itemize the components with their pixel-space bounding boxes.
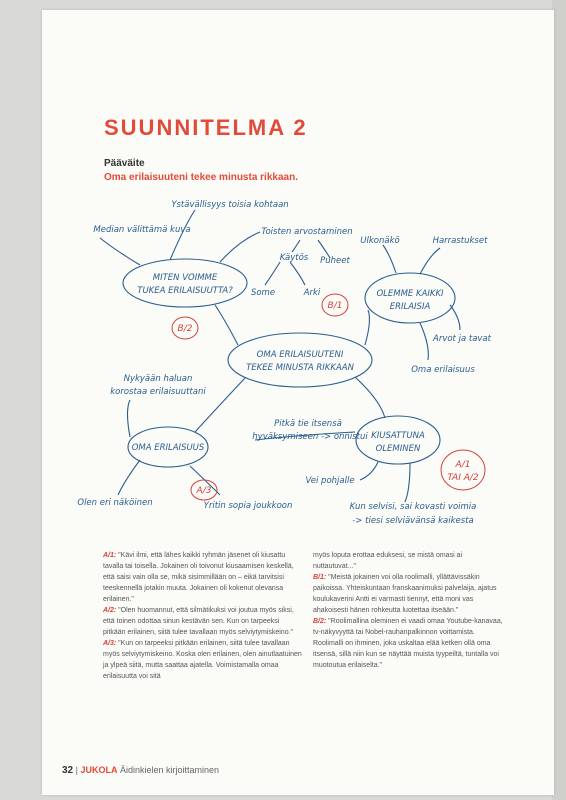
footer-brand: JUKOLA <box>80 765 118 775</box>
text-a2: "Olen huomannut, että silmätikuksi voi joutua myös siksi, että toinen odottaa sinun kestävän sen. Kun on tarpeeksi pitkään erilainen, siitä tulee tavallaan myös selviytymiskeino." <box>103 607 294 636</box>
page-footer <box>62 765 219 776</box>
text-continued: myös loputa erottaa eduksesi, se mistä omasi ai nuttautuvat..." <box>313 552 463 570</box>
label-arvot: Arvot ja tavat <box>433 334 491 344</box>
right-bottom-bubble-line1: KIUSATTUNA <box>371 431 425 441</box>
left-top-bubble <box>123 259 247 307</box>
mark-a1-circle <box>441 450 485 490</box>
text-column-left <box>103 550 303 682</box>
right-top-bubble-line2: ERILAISIA <box>389 302 431 312</box>
label-toisten: Toisten arvostaminen <box>261 227 353 237</box>
label-pitka-line2: hyväksymiseen -> onnistui <box>252 432 368 442</box>
footer-divider: | <box>75 765 81 775</box>
tag-b1: B/1: <box>313 574 327 581</box>
text-b2: "Roolimallina oleminen ei vaadi omaa Youtube-kanavaa, tv-näkyvyyttä tai Nobel-rauhanpalkinnon voittamista. Roolimalli on ihminen, joka uskaltaa elää ketken ollä oma itsensä, sillä niin kun se näyttää muista tyypeiltä, tuntalla voi muotoutua erilaiselta." <box>313 618 503 669</box>
right-top-bubble-line1: OLEMME KAIKKI <box>376 289 444 299</box>
text-a1: "Kävi ilmi, että lähes kaikki ryhmän jäsenet oli kiusattu tavalla tai toisella. Jokainen oli toivonut kiusaamisen keskellä, että saisi vain olla se, mikä sisimmillään on – eikä tarvitsisi teeskennellä jotakin muuta. Jokainen oli kokenut olevansa erilainen." <box>103 552 294 603</box>
text-b1: "Meistä jokainen voi olla roolimalli, yllättävissäkin paikoissa. Yhteiskuntaan franskaanimuksi palvelaija, ajatus koulukaverini Antti ei varmasti tiennyt, että moni vas ahakoisesti hänen rohkeutta luotettaa itseään." <box>313 574 497 614</box>
label-kaytos: Käytös <box>279 253 309 263</box>
label-kun-line2: -> tiesi selviävänsä kaikesta <box>352 516 474 526</box>
main-claim-text: Oma erilaisuuteni tekee minusta rikkaan. <box>104 172 298 183</box>
main-claim-heading: Pääväite <box>104 158 145 169</box>
label-median: Median välittämä kuva <box>93 225 191 235</box>
paragraph-b1 <box>313 572 503 616</box>
mark-a1-line1: A/1 <box>455 460 471 470</box>
label-puheet: Puheet <box>320 256 350 266</box>
text-column-right <box>313 550 503 671</box>
tag-a3: A/3: <box>103 640 117 647</box>
mark-b2: B/2 <box>177 324 193 334</box>
label-nykyaan-line1: Nykyään haluan <box>123 374 193 384</box>
paragraph-a2 <box>103 605 303 638</box>
label-arki: Arki <box>303 288 321 298</box>
paragraph-a3 <box>103 638 303 682</box>
paragraph-a1 <box>103 550 303 605</box>
text-a3: "Kun on tarpeeksi pitkään erilainen, siitä tulee tavallaan myös selviytymiskeino. Koska olen erilainen, olen ainutlaatuinen ja ylpeä siitä, mutta saattaa ajatella. Voimistamalla omaa erilaisuutta voi sitä <box>103 640 302 680</box>
label-olen: Olen eri näköinen <box>77 498 153 508</box>
center-bubble-line2: TEKEE MINUSTA RIKKAAN <box>246 363 354 373</box>
label-yritin: Yritin sopia joukkoon <box>203 501 293 511</box>
right-bottom-bubble-line2: OLEMINEN <box>375 444 421 454</box>
label-harrastukset: Harrastukset <box>432 236 488 246</box>
center-bubble <box>228 333 372 387</box>
left-bottom-bubble-text: OMA ERILAISUUS <box>131 443 205 453</box>
tag-b2: B/2: <box>313 618 327 625</box>
label-ulkonako: Ulkonäkö <box>360 236 400 246</box>
label-kun-line1: Kun selvisi, sai kovasti voimia <box>349 502 477 512</box>
label-pitka-line1: Pitkä tie itsensä <box>274 419 342 429</box>
mark-a3: A/3 <box>196 486 212 496</box>
left-top-bubble-line2: TUKEA ERILAISUUTTA? <box>137 286 233 296</box>
label-vei: Vei pohjalle <box>305 476 355 486</box>
mark-a1-line2: TAI A/2 <box>447 473 479 483</box>
label-oma-erilaisuus: Oma erilaisuus <box>411 365 475 375</box>
page-title: SUUNNITELMA 2 <box>104 115 308 140</box>
paragraph-b2 <box>313 616 503 671</box>
label-ystavallisyys: Ystävällisyys toisia kohtaan <box>171 200 289 210</box>
paragraph-continued <box>313 550 503 572</box>
label-some: Some <box>250 288 276 298</box>
tag-a2: A/2: <box>103 607 117 614</box>
footer-section: Äidinkielen kirjoittaminen <box>120 765 220 775</box>
page-number: 32 <box>62 765 74 776</box>
label-nykyaan-line2: korostaa erilaisuuttani <box>110 387 206 397</box>
tag-a1: A/1: <box>103 552 117 559</box>
mark-b1: B/1 <box>327 301 343 311</box>
left-top-bubble-line1: MITEN VOIMME <box>152 273 218 283</box>
center-bubble-line1: OMA ERILAISUUTENI <box>256 350 344 360</box>
